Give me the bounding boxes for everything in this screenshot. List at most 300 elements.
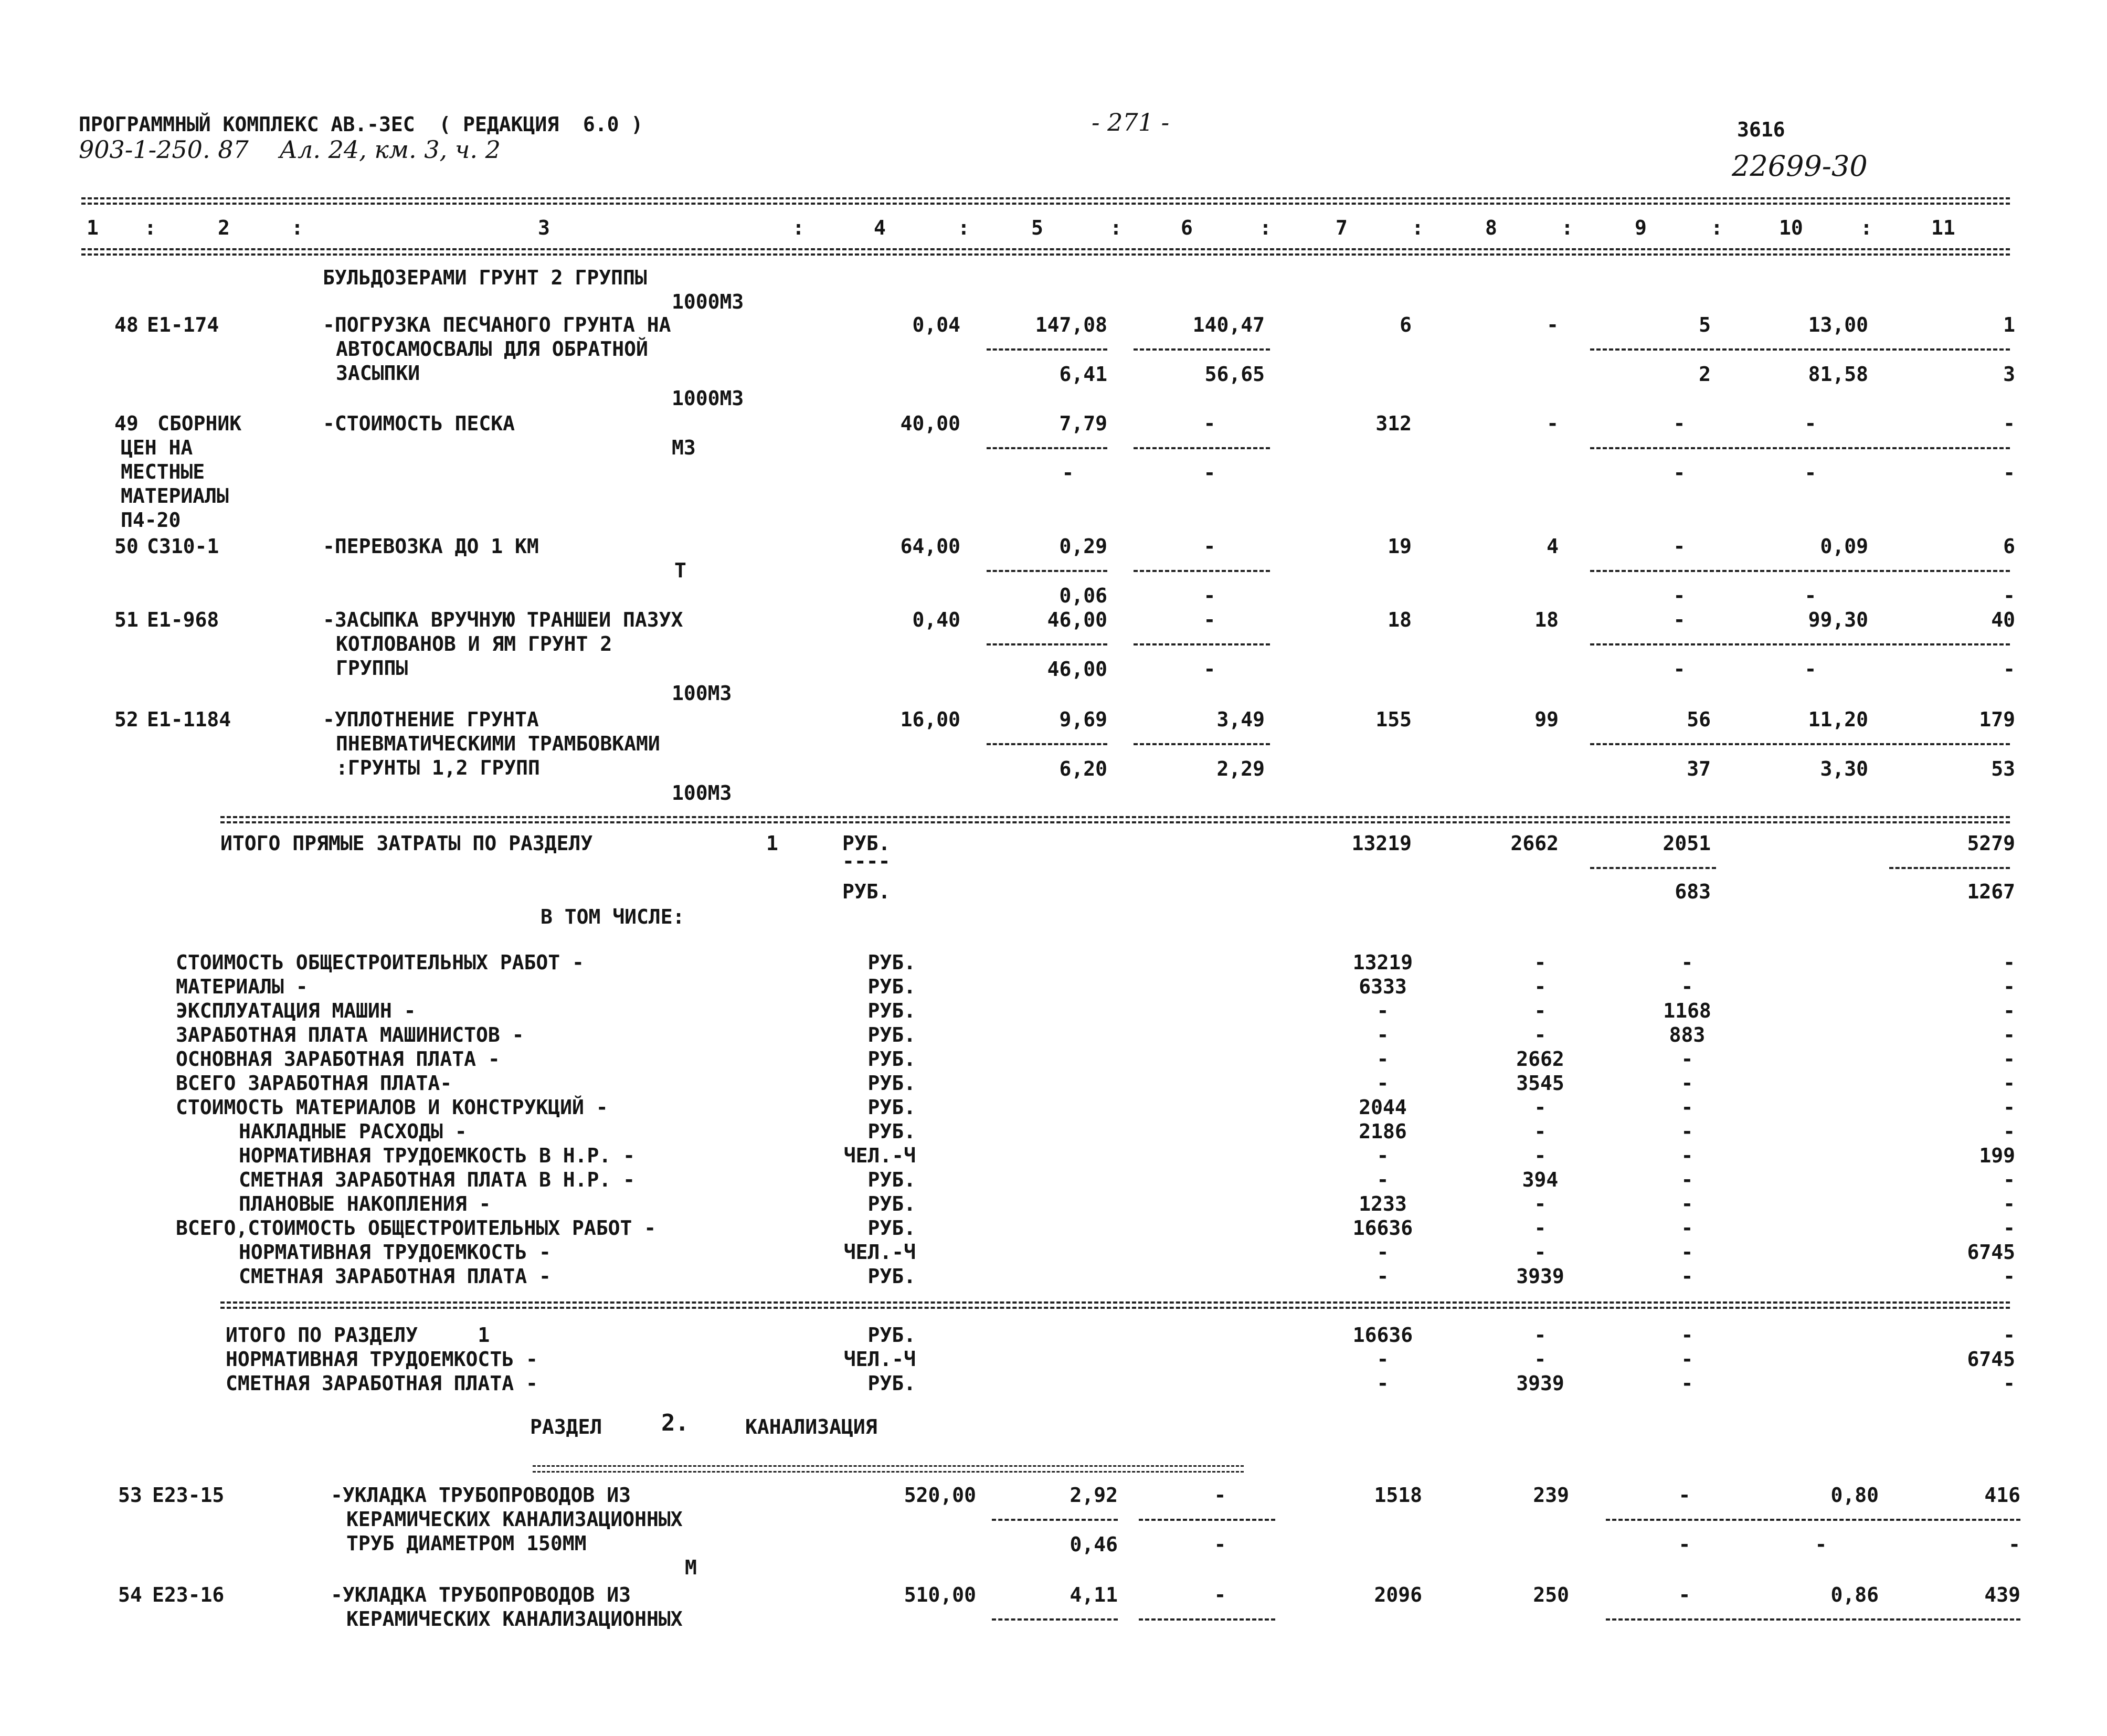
cell-c11: 40 <box>1991 608 2015 631</box>
project-reference: 903-1-250. 87 Ал. 24, км. 3, ч. 2 <box>79 135 501 164</box>
row-number: 51 <box>114 608 139 631</box>
cell-c9-sub: 683 <box>1675 880 1711 903</box>
cell-c9: - <box>1681 1096 1693 1119</box>
cell-c11: 1 <box>2003 313 2015 336</box>
breakdown-label: ОСНОВНАЯ ЗАРАБОТНАЯ ПЛАТА - <box>176 1047 500 1071</box>
row-desc: -УКЛАДКА ТРУБОПРОВОДОВ ИЗ <box>331 1583 631 1606</box>
cell-c8: - <box>1534 1241 1547 1264</box>
cell-divider <box>987 570 1107 572</box>
cell-c6: - <box>1203 412 1216 435</box>
cell-c11-sub: - <box>2003 584 2015 607</box>
total-label: НОРМАТИВНАЯ ТРУДОЕМКОСТЬ - <box>226 1348 538 1371</box>
cell-c11: 6745 <box>1967 1348 2015 1371</box>
cell-c11: - <box>2003 1047 2015 1071</box>
cell-c9: - <box>1681 1120 1693 1143</box>
cell-quantity: 0,40 <box>912 608 960 631</box>
col-separator: : <box>144 216 156 239</box>
cell-c11: 179 <box>1979 708 2015 731</box>
cell-c7: 1518 <box>1374 1484 1422 1507</box>
breakdown-label: НАКЛАДНЫЕ РАСХОДЫ - <box>239 1120 467 1143</box>
row-code: С310-1 <box>147 535 219 558</box>
cell-c9-sub: - <box>1673 584 1686 607</box>
cell-c11: - <box>2003 975 2015 998</box>
row-code: Е1-174 <box>147 313 219 336</box>
cell-c11: 5279 <box>1967 832 2015 855</box>
total-label: СМЕТНАЯ ЗАРАБОТНАЯ ПЛАТА - <box>226 1372 538 1395</box>
cell-divider <box>1134 743 1270 745</box>
cell-c11: - <box>2003 1072 2015 1095</box>
breakdown-unit: РУБ. <box>867 1192 916 1215</box>
cell-c9: 883 <box>1669 1023 1706 1046</box>
section-title-unit: 1000М3 <box>672 290 744 313</box>
cell-c6: 140,47 <box>1192 313 1265 336</box>
summary-section: 1 <box>766 832 778 855</box>
row-number: 52 <box>114 708 139 731</box>
cell-c7: - <box>1377 1047 1389 1071</box>
cell-divider <box>1590 643 2010 645</box>
cell-c11: 199 <box>1979 1144 2015 1167</box>
cell-c9: - <box>1681 951 1693 974</box>
separator-line <box>81 197 2010 199</box>
cell-c8: 3545 <box>1516 1072 1564 1095</box>
row-unit: М3 <box>672 436 696 459</box>
cell-c11-sub: 3 <box>2003 363 2015 386</box>
cell-c8: - <box>1534 1096 1547 1119</box>
cell-c9: 1168 <box>1663 999 1711 1022</box>
col-separator: : <box>1412 216 1424 239</box>
col-3-header: 3 <box>538 216 550 239</box>
cell-divider <box>1139 1519 1275 1521</box>
cell-c11: - <box>2003 1192 2015 1215</box>
row-desc: :ГРУНТЫ 1,2 ГРУПП <box>336 756 540 779</box>
cell-divider <box>1590 743 2010 745</box>
cell-c11: - <box>2003 1372 2015 1395</box>
row-desc: -ЗАСЫПКА ВРУЧНУЮ ТРАНШЕИ ПАЗУХ <box>323 608 683 631</box>
cell-divider <box>1134 643 1270 645</box>
cell-c7: - <box>1377 1372 1389 1395</box>
cell-c9: - <box>1681 1348 1693 1371</box>
row-number: 53 <box>118 1484 142 1507</box>
cell-divider <box>1134 570 1270 572</box>
row-desc: ТРУБ ДИАМЕТРОМ 150ММ <box>346 1532 587 1555</box>
cell-quantity: 40,00 <box>900 412 960 435</box>
cell-c8: - <box>1534 1348 1547 1371</box>
cell-divider <box>1590 447 2010 449</box>
cell-c11-sub: 53 <box>1991 757 2015 780</box>
breakdown-label: СТОИМОСТЬ МАТЕРИАЛОВ И КОНСТРУКЦИЙ - <box>176 1096 608 1119</box>
row-number: 49 <box>114 412 139 435</box>
cell-c9: - <box>1681 1072 1693 1095</box>
cell-divider <box>1889 867 2010 869</box>
cell-c7: 19 <box>1388 535 1412 558</box>
row-unit: Т <box>674 559 686 582</box>
breakdown-label: НОРМАТИВНАЯ ТРУДОЕМКОСТЬ В Н.Р. - <box>239 1144 635 1167</box>
cell-c9: - <box>1678 1484 1691 1507</box>
col-4-header: 4 <box>874 216 886 239</box>
breakdown-unit: РУБ. <box>867 1023 916 1046</box>
cell-c8: 18 <box>1534 608 1559 631</box>
cell-c9: - <box>1673 608 1686 631</box>
total-label: ИТОГО ПО РАЗДЕЛУ 1 <box>226 1324 490 1347</box>
cell-quantity: 520,00 <box>904 1484 976 1507</box>
cell-c9: - <box>1673 412 1686 435</box>
row-unit: 1000М3 <box>672 387 744 410</box>
cell-c9: - <box>1681 1216 1693 1240</box>
breakdown-label: МАТЕРИАЛЫ - <box>176 975 308 998</box>
cell-c10: 11,20 <box>1808 708 1868 731</box>
col-10-header: 10 <box>1779 216 1803 239</box>
col-6-header: 6 <box>1181 216 1193 239</box>
breakdown-label: ПЛАНОВЫЕ НАКОПЛЕНИЯ - <box>239 1192 491 1215</box>
row-unit: 100М3 <box>672 781 732 805</box>
section-number: 2. <box>661 1410 689 1436</box>
cell-c6: - <box>1214 1583 1226 1606</box>
row-desc: -СТОИМОСТЬ ПЕСКА <box>323 412 515 435</box>
cell-c6-sub: 2,29 <box>1216 757 1265 780</box>
row-desc: АВТОСАМОСВАЛЫ ДЛЯ ОБРАТНОЙ <box>336 337 648 361</box>
cell-c6-sub: - <box>1203 658 1216 681</box>
breakdown-unit: РУБ. <box>867 1216 916 1240</box>
cell-c7: - <box>1377 1023 1389 1046</box>
col-8-header: 8 <box>1485 216 1497 239</box>
cell-divider <box>1590 867 1716 869</box>
cell-c11: - <box>2003 1324 2015 1347</box>
col-7-header: 7 <box>1336 216 1348 239</box>
summary-unit: РУБ. <box>842 880 891 903</box>
cell-c11-sub: - <box>2003 658 2015 681</box>
cell-c6: - <box>1203 608 1216 631</box>
cell-c11: - <box>2003 1120 2015 1143</box>
cell-quantity: 64,00 <box>900 535 960 558</box>
cell-c9-sub: - <box>1678 1533 1691 1556</box>
col-separator: : <box>291 216 303 239</box>
cell-c8: 99 <box>1534 708 1559 731</box>
cell-c9: - <box>1673 535 1686 558</box>
cell-divider <box>987 743 1107 745</box>
cell-c6-sub: - <box>1214 1533 1226 1556</box>
cell-c11: 439 <box>1984 1583 2020 1606</box>
cell-quantity: 16,00 <box>900 708 960 731</box>
cell-c8: 239 <box>1533 1484 1569 1507</box>
cell-c7: - <box>1377 1265 1389 1288</box>
cell-divider <box>1134 447 1270 449</box>
separator-line <box>81 203 2010 205</box>
doc-code: 3616 <box>1737 118 1785 141</box>
cell-c7: 155 <box>1375 708 1412 731</box>
cell-c8: - <box>1534 1192 1547 1215</box>
cell-c8: - <box>1534 999 1547 1022</box>
col-separator: : <box>1860 216 1872 239</box>
cell-c9: - <box>1681 1047 1693 1071</box>
breakdown-unit: РУБ. <box>867 1072 916 1095</box>
cell-c10: 0,86 <box>1830 1583 1879 1606</box>
cell-c11: - <box>2003 951 2015 974</box>
row-unit: 100М3 <box>672 682 732 705</box>
cell-c5-sub: 6,41 <box>1059 363 1107 386</box>
summary-unit: РУБ. <box>842 832 891 855</box>
col-separator: : <box>958 216 970 239</box>
cell-c7: - <box>1377 1144 1389 1167</box>
row-code: СБОРНИК <box>157 412 242 435</box>
cell-c8: - <box>1534 1216 1547 1240</box>
breakdown-label: СМЕТНАЯ ЗАРАБОТНАЯ ПЛАТА - <box>239 1265 551 1288</box>
total-unit: ЧЕЛ.-Ч <box>843 1348 916 1371</box>
cell-c5-sub: 0,46 <box>1070 1533 1118 1556</box>
cell-c9: - <box>1678 1583 1691 1606</box>
total-unit: РУБ. <box>867 1372 916 1395</box>
cell-c8: - <box>1547 412 1559 435</box>
breakdown-unit: РУБ. <box>867 951 916 974</box>
cell-divider <box>1590 570 2010 572</box>
cell-c6: - <box>1203 535 1216 558</box>
breakdown-label: ЗАРАБОТНАЯ ПЛАТА МАШИНИСТОВ - <box>176 1023 524 1046</box>
cell-c7: 16636 <box>1352 1324 1413 1347</box>
cell-c7: 2096 <box>1374 1583 1422 1606</box>
cell-c11: 6 <box>2003 535 2015 558</box>
cell-c6: 3,49 <box>1216 708 1265 731</box>
breakdown-unit: РУБ. <box>867 1265 916 1288</box>
cell-c8: - <box>1534 1023 1547 1046</box>
cell-c9: - <box>1681 1324 1693 1347</box>
cell-c9: - <box>1681 1241 1693 1264</box>
row-desc: -УПЛОТНЕНИЕ ГРУНТА <box>323 708 539 731</box>
cell-c9-sub: - <box>1673 461 1686 484</box>
cell-c11: - <box>2003 1265 2015 1288</box>
cell-c7: 13219 <box>1351 832 1412 855</box>
cell-c9: - <box>1681 975 1693 998</box>
separator-line <box>81 253 2010 256</box>
cell-c11: 416 <box>1984 1484 2020 1507</box>
cell-c7: 16636 <box>1352 1216 1413 1240</box>
cell-c10-sub: - <box>1804 658 1817 681</box>
cell-divider <box>987 643 1107 645</box>
cell-divider <box>987 348 1107 351</box>
cell-c8: - <box>1534 951 1547 974</box>
total-unit: РУБ. <box>867 1324 916 1347</box>
cell-divider <box>1606 1618 2020 1621</box>
row-code: МЕСТНЫЕ <box>121 460 205 483</box>
doc-number: 22699-30 <box>1732 150 1868 183</box>
cell-c10-sub: 81,58 <box>1808 363 1868 386</box>
col-11-header: 11 <box>1931 216 1955 239</box>
col-1-header: 1 <box>87 216 99 239</box>
cell-c11: - <box>2003 999 2015 1022</box>
cell-c5-sub: 6,20 <box>1059 757 1107 780</box>
cell-c5: 2,92 <box>1070 1484 1118 1507</box>
cell-c11: - <box>2003 1168 2015 1191</box>
cell-c10-sub: - <box>1804 461 1817 484</box>
breakdown-label: СМЕТНАЯ ЗАРАБОТНАЯ ПЛАТА В Н.Р. - <box>239 1168 635 1191</box>
cell-c9-sub: 37 <box>1687 757 1711 780</box>
cell-c5: 46,00 <box>1047 608 1107 631</box>
cell-divider <box>1590 348 2010 351</box>
row-desc: -УКЛАДКА ТРУБОПРОВОДОВ ИЗ <box>331 1484 631 1507</box>
cell-c5: 9,69 <box>1059 708 1107 731</box>
cell-c8: - <box>1534 1324 1547 1347</box>
cell-c9: 5 <box>1699 313 1711 336</box>
cell-divider <box>987 447 1107 449</box>
col-separator: : <box>1110 216 1122 239</box>
cell-c8: 2662 <box>1516 1047 1564 1071</box>
subheading: В ТОМ ЧИСЛЕ: <box>541 905 685 928</box>
col-5-header: 5 <box>1031 216 1043 239</box>
col-separator: : <box>1561 216 1573 239</box>
cell-c9: - <box>1681 1192 1693 1215</box>
cell-c6-sub: - <box>1203 584 1216 607</box>
cell-c6-sub: 56,65 <box>1204 363 1265 386</box>
cell-c10-sub: - <box>1804 584 1817 607</box>
cell-c9: 2051 <box>1663 832 1711 855</box>
col-separator: : <box>1259 216 1272 239</box>
cell-c5-sub: 46,00 <box>1047 658 1107 681</box>
row-unit: М <box>685 1556 697 1579</box>
separator-line <box>220 1307 2010 1309</box>
cell-c7: 1233 <box>1359 1192 1407 1215</box>
col-2-header: 2 <box>218 216 230 239</box>
row-desc: -ПЕРЕВОЗКА ДО 1 КМ <box>323 535 539 558</box>
cell-c7: 6 <box>1400 313 1412 336</box>
cell-c11-sub: - <box>2003 461 2015 484</box>
breakdown-label: ВСЕГО,СТОИМОСТЬ ОБЩЕСТРОИТЕЛЬНЫХ РАБОТ - <box>176 1216 657 1240</box>
row-desc: ГРУППЫ <box>336 657 408 680</box>
cell-c11: - <box>2003 1216 2015 1240</box>
breakdown-unit: РУБ. <box>867 1096 916 1119</box>
section-name: КАНАЛИЗАЦИЯ <box>745 1415 877 1438</box>
summary-unit-dash: ---- <box>842 850 891 873</box>
cell-divider <box>992 1519 1118 1521</box>
col-separator: : <box>792 216 804 239</box>
cell-c7: - <box>1377 999 1389 1022</box>
separator-line <box>220 821 2010 823</box>
cell-c5: 4,11 <box>1070 1583 1118 1606</box>
breakdown-unit: РУБ. <box>867 975 916 998</box>
cell-c9: - <box>1681 1144 1693 1167</box>
breakdown-unit: ЧЕЛ.-Ч <box>843 1144 916 1167</box>
cell-c8: 3939 <box>1516 1265 1564 1288</box>
row-desc: -ПОГРУЗКА ПЕСЧАНОГО ГРУНТА НА <box>323 313 671 336</box>
row-desc: ЗАСЫПКИ <box>336 362 420 385</box>
breakdown-label: ЭКСПЛУАТАЦИЯ МАШИН - <box>176 999 416 1022</box>
cell-quantity: 510,00 <box>904 1583 976 1606</box>
cell-c11-sub: 1267 <box>1967 880 2015 903</box>
cell-c7: 18 <box>1388 608 1412 631</box>
breakdown-label: ВСЕГО ЗАРАБОТНАЯ ПЛАТА- <box>176 1072 452 1095</box>
col-separator: : <box>1711 216 1723 239</box>
cell-divider <box>1139 1618 1275 1621</box>
cell-c10-sub: - <box>1815 1533 1827 1556</box>
cell-c11: 6745 <box>1967 1241 2015 1264</box>
cell-c5: 7,79 <box>1059 412 1107 435</box>
row-code: П4-20 <box>121 509 181 532</box>
row-code: Е1-968 <box>147 608 219 631</box>
cell-c7: - <box>1377 1168 1389 1191</box>
cell-c10: - <box>1804 412 1817 435</box>
cell-c6-sub: - <box>1203 461 1216 484</box>
cell-c9: - <box>1681 1168 1693 1191</box>
row-code: МАТЕРИАЛЫ <box>121 484 229 507</box>
cell-c7: - <box>1377 1241 1389 1264</box>
cell-c9-sub: - <box>1673 658 1686 681</box>
cell-c11: - <box>2003 1096 2015 1119</box>
cell-c11: - <box>2003 412 2015 435</box>
cell-c7: - <box>1377 1348 1389 1371</box>
row-desc: ПНЕВМАТИЧЕСКИМИ ТРАМБОВКАМИ <box>336 732 660 755</box>
row-number: 50 <box>114 535 139 558</box>
cell-c9-sub: 2 <box>1699 363 1711 386</box>
double-underline <box>533 1465 1244 1473</box>
cell-c10: 13,00 <box>1808 313 1868 336</box>
cell-c7: - <box>1377 1072 1389 1095</box>
separator-line <box>220 816 2010 818</box>
breakdown-unit: РУБ. <box>867 1047 916 1071</box>
cell-c5: 0,29 <box>1059 535 1107 558</box>
cell-c9: - <box>1681 1265 1693 1288</box>
cell-c9: 56 <box>1687 708 1711 731</box>
breakdown-label: СТОИМОСТЬ ОБЩЕСТРОИТЕЛЬНЫХ РАБОТ - <box>176 951 584 974</box>
col-9-header: 9 <box>1635 216 1647 239</box>
section-label: РАЗДЕЛ <box>530 1415 602 1438</box>
separator-line <box>220 1301 2010 1304</box>
cell-c9: - <box>1681 1372 1693 1395</box>
row-number: 54 <box>118 1583 142 1606</box>
cell-c7: 6333 <box>1359 975 1407 998</box>
cell-c11: - <box>2003 1023 2015 1046</box>
row-number: 48 <box>114 313 139 336</box>
cell-c11-sub: - <box>2008 1533 2020 1556</box>
row-code: Е1-1184 <box>147 708 231 731</box>
row-code: Е23-16 <box>152 1583 225 1606</box>
cell-c8: - <box>1547 313 1559 336</box>
breakdown-unit: РУБ. <box>867 1120 916 1143</box>
cell-c5: 147,08 <box>1035 313 1107 336</box>
row-code: Е23-15 <box>152 1484 225 1507</box>
breakdown-unit: РУБ. <box>867 999 916 1022</box>
cell-divider <box>1134 348 1270 351</box>
cell-c10: 0,80 <box>1830 1484 1879 1507</box>
row-code: ЦЕН НА <box>121 436 193 459</box>
cell-divider <box>992 1618 1118 1621</box>
cell-c8: 4 <box>1547 535 1559 558</box>
cell-c8: 394 <box>1522 1168 1559 1191</box>
cell-c10-sub: 3,30 <box>1820 757 1868 780</box>
cell-c6: - <box>1214 1484 1226 1507</box>
cell-c8: 3939 <box>1516 1372 1564 1395</box>
breakdown-label: НОРМАТИВНАЯ ТРУДОЕМКОСТЬ - <box>239 1241 551 1264</box>
cell-c5-sub: - <box>1062 461 1074 484</box>
cell-c10: 0,09 <box>1820 535 1868 558</box>
page-number: - 271 - <box>1092 108 1170 136</box>
cell-c8: - <box>1534 1120 1547 1143</box>
row-desc: КОТЛОВАНОВ И ЯМ ГРУНТ 2 <box>336 632 612 655</box>
cell-c5-sub: 0,06 <box>1059 584 1107 607</box>
cell-quantity: 0,04 <box>912 313 960 336</box>
program-line: ПРОГРАММНЫЙ КОМПЛЕКС АВ.-ЗЕС ( РЕДАКЦИЯ 6.0 ) <box>79 113 643 136</box>
breakdown-unit: ЧЕЛ.-Ч <box>843 1241 916 1264</box>
cell-c10: 99,30 <box>1808 608 1868 631</box>
cell-c7: 2044 <box>1359 1096 1407 1119</box>
cell-c7: 312 <box>1375 412 1412 435</box>
cell-c8: 250 <box>1533 1583 1569 1606</box>
cell-c7: 2186 <box>1359 1120 1407 1143</box>
cell-c8: - <box>1534 975 1547 998</box>
cell-c8: - <box>1534 1144 1547 1167</box>
breakdown-unit: РУБ. <box>867 1168 916 1191</box>
row-desc: КЕРАМИЧЕСКИХ КАНАЛИЗАЦИОННЫХ <box>346 1607 683 1631</box>
separator-line <box>81 248 2010 250</box>
section-title: БУЛЬДОЗЕРАМИ ГРУНТ 2 ГРУППЫ <box>323 266 647 289</box>
cell-c7: 13219 <box>1352 951 1413 974</box>
cell-c8: 2662 <box>1510 832 1559 855</box>
